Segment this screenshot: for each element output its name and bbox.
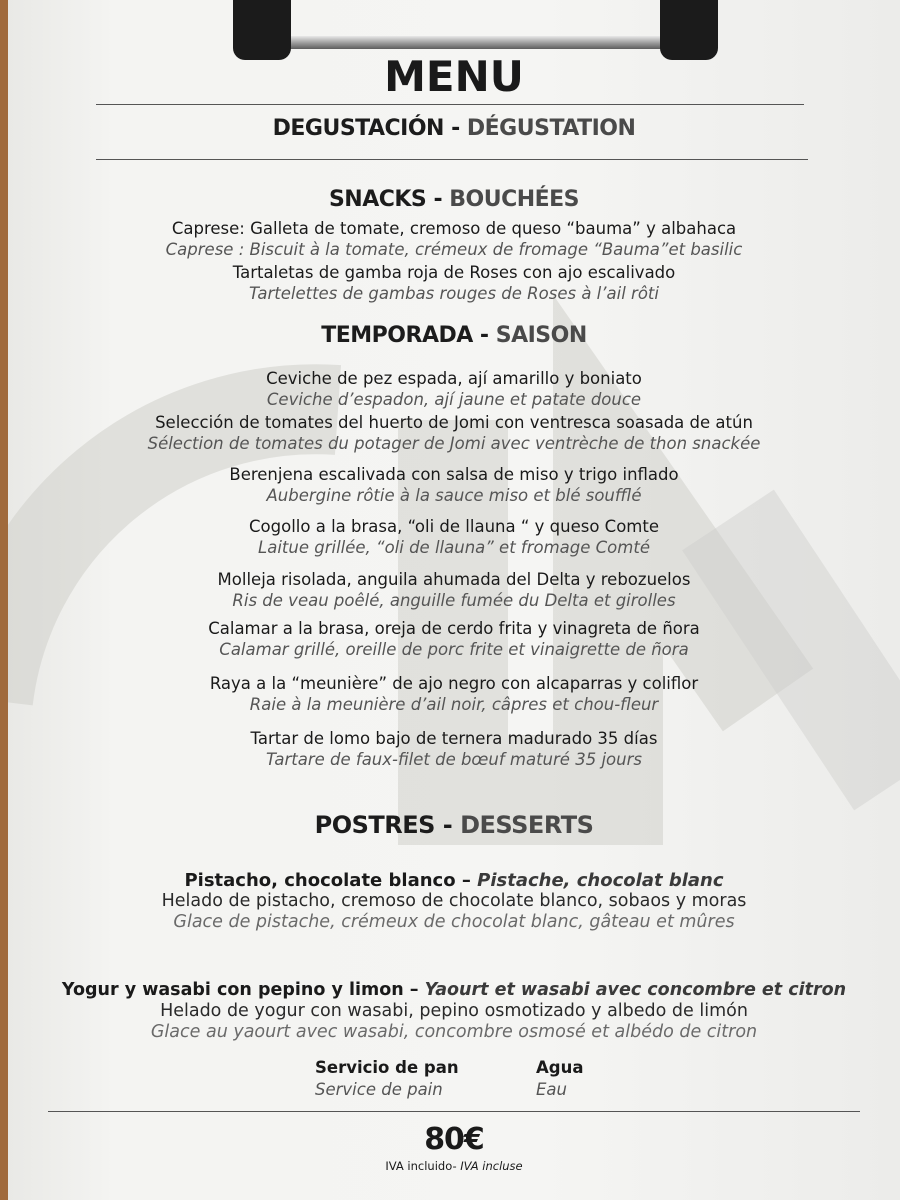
dessert-title-fr: Pistache, chocolat blanc: [477, 870, 724, 891]
dish-name-es: Molleja risolada, anguila ahumada del Delta y rebozuelos: [217, 570, 691, 589]
section-heading-es: POSTRES: [314, 811, 435, 839]
section-heading-fr: SAISON: [495, 323, 587, 348]
dessert-description-es: Helado de yogur con wasabi, pepino osmotizado y albedo de limón: [160, 1001, 748, 1021]
subtitle-fr: DÉGUSTATION: [466, 116, 636, 141]
dish-name-es: Cogollo a la brasa, “oli de llauna “ y queso Comte: [249, 517, 659, 536]
clipboard-clip-right-end: [660, 0, 718, 60]
menu-subtitle: [8, 116, 900, 141]
divider-top: [96, 104, 804, 105]
subtitle-es: DEGUSTACIÓN: [272, 116, 444, 141]
dish-name-fr: Tartare de faux-filet de bœuf maturé 35 jours: [266, 750, 642, 769]
dish-name-fr: Sélection de tomates du potager de Jomi avec ventrèche de thon snackée: [147, 434, 761, 453]
divider-subtitle: [96, 159, 808, 160]
menu-item: [8, 412, 900, 454]
dish-name-fr: Aubergine rôtie à la sauce miso et blé soufflé: [266, 486, 642, 505]
dish-name-es: Tartaletas de gamba roja de Roses con ajo escalivado: [232, 263, 676, 282]
extra-water: [536, 1057, 583, 1101]
section-heading-temporada: [8, 323, 900, 348]
section-heading-fr: BOUCHÉES: [449, 187, 580, 212]
tax-note-fr: IVA incluse: [460, 1159, 523, 1173]
section-heading-separator: -: [472, 323, 496, 348]
menu-item: [8, 618, 900, 660]
menu-title: MENU: [384, 52, 524, 101]
menu-item: [8, 262, 900, 304]
dessert-item: [8, 980, 900, 1043]
dish-name-fr: Caprese : Biscuit à la tomate, crémeux de fromage “Bauma”et basilic: [165, 240, 743, 259]
section-heading-es: SNACKS: [328, 187, 427, 212]
menu-item: [8, 464, 900, 506]
menu-item: [8, 516, 900, 558]
clipboard-clip-left-end: [233, 0, 291, 60]
clipboard-clip-bar: [263, 36, 683, 49]
dish-name-es: Berenjena escalivada con salsa de miso y trigo inflado: [229, 465, 679, 484]
section-heading-es: TEMPORADA: [321, 323, 473, 348]
dessert-title-separator: –: [455, 870, 478, 891]
dessert-title: [8, 870, 900, 891]
dish-name-fr: Raie à la meunière d’ail noir, câpres et chou-fleur: [249, 695, 659, 714]
section-heading-fr: DESSERTS: [460, 811, 594, 839]
menu-item: [8, 728, 900, 770]
section-heading-separator: -: [434, 811, 461, 839]
subtitle-separator: -: [443, 116, 467, 141]
dish-name-fr: Tartelettes de gambas rouges de Roses à l’ail rôti: [249, 284, 659, 303]
menu-item: [8, 673, 900, 715]
dessert-title-fr: Yaourt et wasabi avec concombre et citron: [424, 980, 847, 1000]
extra-name-es: Agua: [536, 1058, 584, 1077]
dessert-title: [8, 980, 900, 1001]
dish-name-fr: Ris de veau poêlé, anguille fumée du Delta et girolles: [232, 591, 676, 610]
extra-name-fr: Eau: [536, 1080, 567, 1099]
menu-item: [8, 218, 900, 260]
dessert-title-es: Yogur y wasabi con pepino y limon: [61, 980, 404, 1000]
dish-name-es: Tartar de lomo bajo de ternera madurado 35 días: [250, 729, 658, 748]
dessert-item: [8, 870, 900, 933]
dessert-title-separator: –: [403, 980, 425, 1000]
dessert-description-es: Helado de pistacho, cremoso de chocolate blanco, sobaos y moras: [161, 891, 747, 911]
dish-name-es: Calamar a la brasa, oreja de cerdo frita y vinagreta de ñora: [208, 619, 700, 638]
menu-price: 80€: [424, 1122, 484, 1157]
dish-name-es: Ceviche de pez espada, ají amarillo y boniato: [266, 369, 642, 388]
menu-sheet: [8, 0, 900, 1200]
tax-note: [8, 1159, 900, 1173]
dish-name-es: Selección de tomates del huerto de Jomi con ventresca soasada de atún: [155, 413, 753, 432]
extra-name-es: Servicio de pan: [315, 1058, 459, 1077]
tax-note-es: IVA incluido-: [385, 1159, 461, 1173]
dish-name-es: Caprese: Galleta de tomate, cremoso de queso “bauma” y albahaca: [171, 219, 737, 238]
dessert-description-fr: Glace de pistache, crémeux de chocolat blanc, gâteau et mûres: [173, 912, 735, 932]
extra-bread-service: [315, 1057, 459, 1101]
divider-bottom: [48, 1111, 860, 1112]
menu-item: [8, 368, 900, 410]
dessert-title-es: Pistacho, chocolate blanco: [184, 870, 456, 891]
dish-name-es: Raya a la “meunière” de ajo negro con alcaparras y coliflor: [209, 674, 699, 693]
section-heading-postres: [8, 811, 900, 839]
dish-name-fr: Calamar grillé, oreille de porc frite et vinaigrette de ñora: [219, 640, 689, 659]
dessert-description-fr: Glace au yaourt avec wasabi, concombre osmosé et albédo de citron: [150, 1022, 758, 1042]
section-heading-separator: -: [426, 187, 450, 212]
menu-item: [8, 569, 900, 611]
dish-name-fr: Laitue grillée, “oli de llauna” et fromage Comté: [258, 538, 650, 557]
dish-name-fr: Ceviche d’espadon, ají jaune et patate douce: [266, 390, 642, 409]
extra-name-fr: Service de pain: [315, 1080, 443, 1099]
section-heading-snacks: [8, 187, 900, 212]
